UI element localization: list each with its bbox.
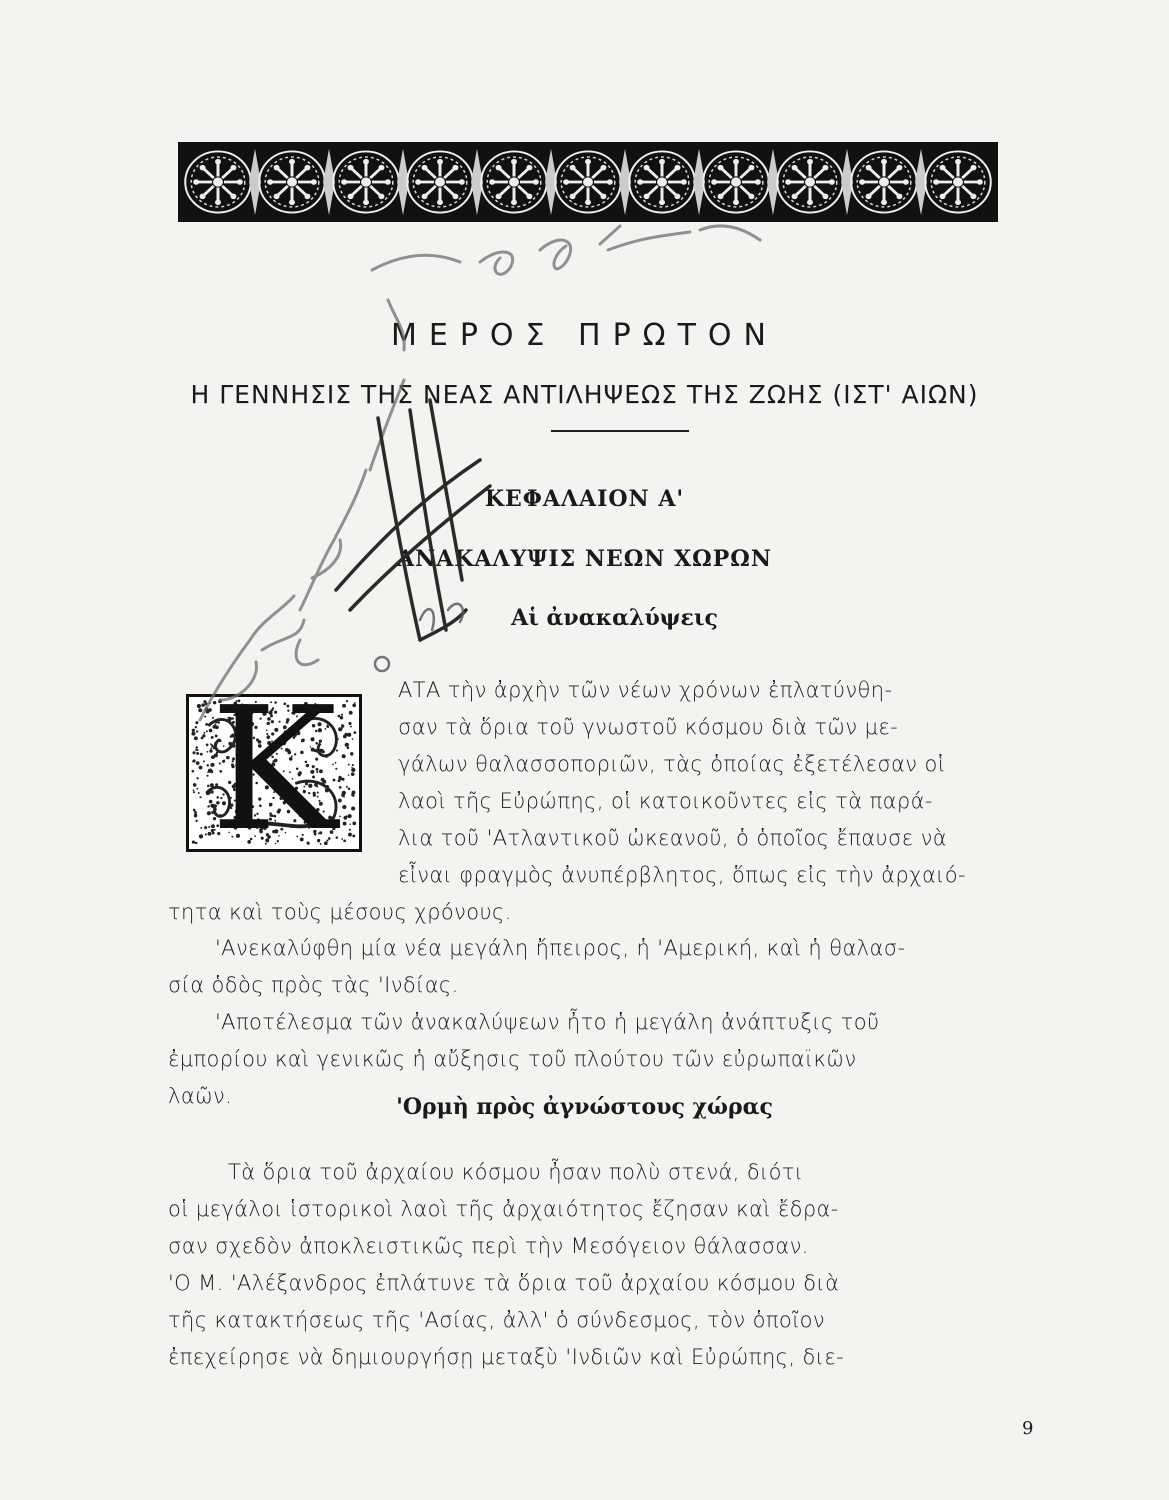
para3-line-2: ἐμπορίου καὶ γενικῶς ἡ αὔξησις τοῦ πλούτου τῶν εὐρωπαϊκῶν	[168, 1047, 857, 1071]
page-number: 9	[1022, 1418, 1034, 1439]
decorated-dropcap	[186, 694, 362, 852]
para3-line-1: 'Αποτέλεσμα τῶν ἀνακαλύψεων ἦτο ἡ μεγάλη ἀνάπτυξις τοῦ	[215, 1010, 880, 1034]
para4-line-3: σαν σχεδὸν ἀποκλειστικῶς περὶ τὴν Μεσόγειον θάλασσαν.	[168, 1234, 809, 1258]
para1-line-1: ΑΤΑ τὴν ἀρχὴν τῶν νέων χρόνων ἐπλατύνθη-	[398, 678, 893, 702]
para4-line-1: Τὰ ὅρια τοῦ ἀρχαίου κόσμου ἦσαν πολὺ στενά, διότι	[228, 1160, 804, 1184]
ornamental-header-band	[178, 142, 998, 222]
para1-line-7: τητα καὶ τοὺς μέσους χρόνους.	[168, 900, 512, 924]
para1-line-2: σαν τὰ ὅρια τοῦ γνωστοῦ κόσμου διὰ τῶν με-	[398, 715, 899, 739]
para3-line-3: λαῶν.	[168, 1084, 233, 1108]
para2-line-1: 'Ανεκαλύφθη μία νέα μεγάλη ἤπειρος, ἡ 'Αμερική, καὶ ἡ θαλασ-	[215, 936, 906, 960]
section-heading-discoveries: Αἱ ἀνακαλύψεις	[511, 605, 718, 631]
para1-line-3: γάλων θαλασσοποριῶν, τὰς ὁποίας ἐξετέλεσαν οἱ	[398, 752, 946, 776]
para1-line-4: λαοὶ τῆς Εὐρώπης, οἱ κατοικοῦντες εἰς τὰ παρά-	[398, 789, 933, 813]
chapter-heading: ΚΕΦΑΛΑΙΟΝ Α'	[484, 486, 685, 512]
para4-line-6: ἐπεχείρησε νὰ δημιουργήσῃ μεταξὺ 'Ινδιῶν καὶ Εὐρώπης, διε-	[168, 1345, 845, 1369]
para2-line-2: σία ὁδὸς πρὸς τὰς 'Ινδίας.	[168, 973, 459, 997]
para4-line-4: 'Ο Μ. 'Αλέξανδρος ἐπλάτυνε τὰ ὅρια τοῦ ἀρχαίου κόσμου διὰ	[168, 1271, 840, 1295]
para4-line-2: οἱ μεγάλοι ἱστορικοὶ λαοὶ τῆς ἀρχαιότητος ἔζησαν καὶ ἔδρα-	[168, 1197, 839, 1221]
era-title: Η ΓΕΝΝΗΣΙΣ ΤΗΣ ΝΕΑΣ ΑΝΤΙΛΗΨΕΩΣ ΤΗΣ ΖΩΗΣ (ΙΣΤ' ΑΙΩΝ)	[190, 380, 979, 409]
para1-line-6: εἶναι φραγμὸς ἀνυπέρβλητος, ὅπως εἰς τὴν ἀρχαιό-	[398, 863, 966, 887]
ornament-pattern	[181, 145, 995, 219]
chapter-subtitle: ΑΝΑΚΑΛΥΨΙΣ ΝΕΩΝ ΧΩΡΩΝ	[397, 546, 772, 572]
title-divider	[551, 430, 689, 432]
part-title: ΜΕΡΟΣ ΠΡΩΤΟΝ	[391, 318, 778, 353]
dropcap-letter: Κ	[210, 694, 338, 852]
para1-line-5: λια τοῦ 'Ατλαντικοῦ ὠκεανοῦ, ὁ ὁποῖος ἔπαυσε νὰ	[398, 826, 947, 850]
para4-line-5: τῆς κατακτήσεως τῆς 'Ασίας, ἀλλ' ὁ σύνδεσμος, τὸν ὁποῖον	[168, 1308, 826, 1332]
section-heading-expeditions: 'Ορμὴ πρὸς ἀγνώστους χώρας	[396, 1094, 773, 1120]
